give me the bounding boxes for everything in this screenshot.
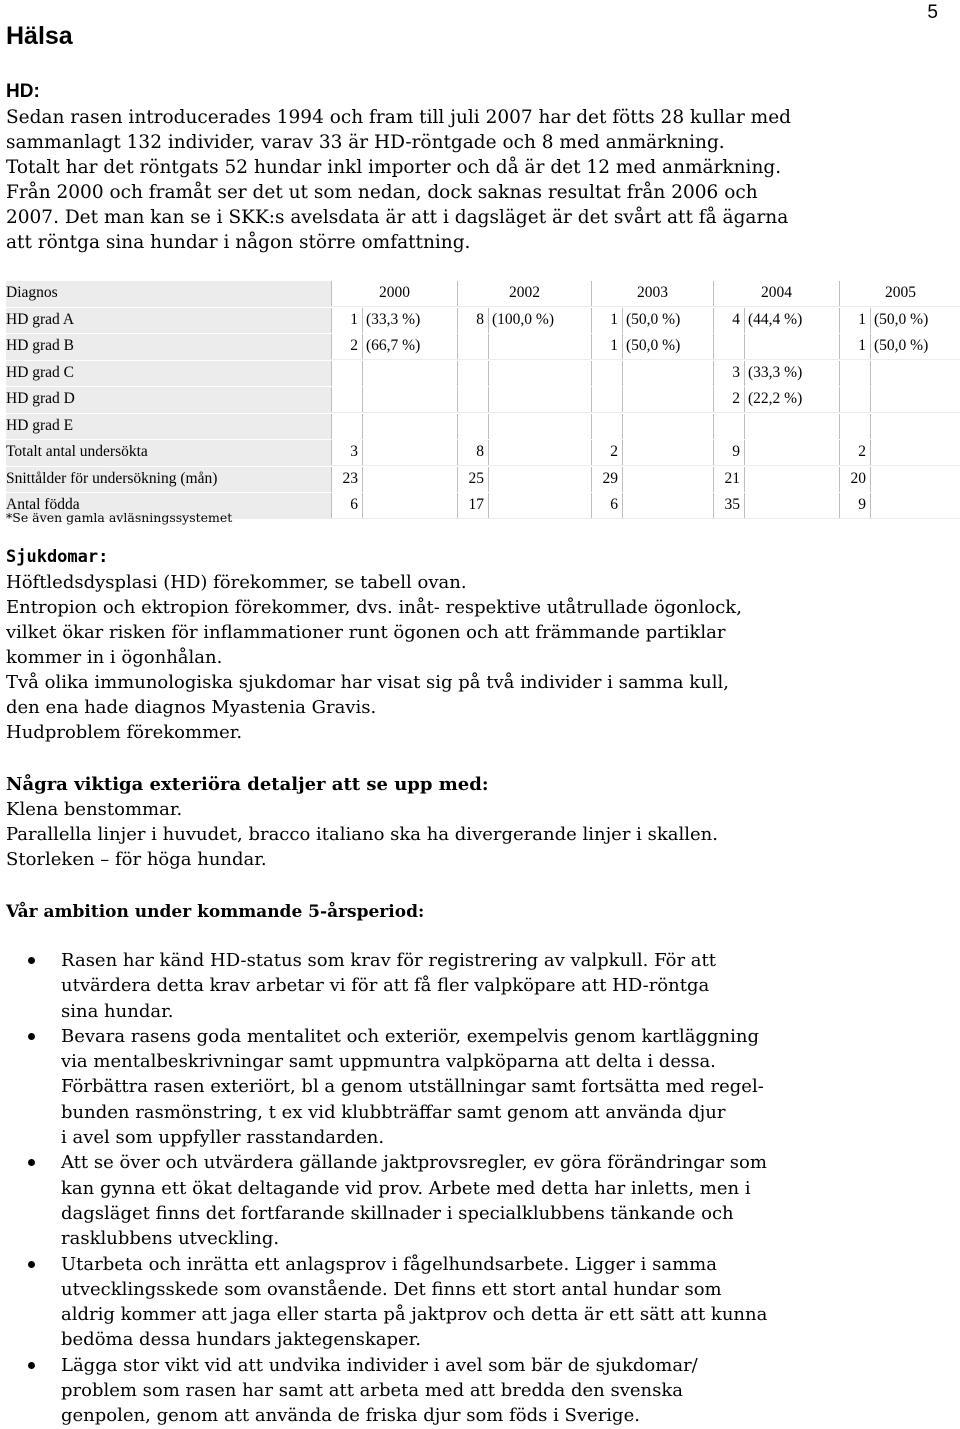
count-cell xyxy=(331,467,362,492)
count-cell xyxy=(457,334,488,359)
ambition-line: Lägga stor vikt vid att undvika individer i avel som bär de sjukdomar/ xyxy=(61,1354,698,1376)
row-label: HD grad B xyxy=(6,337,75,354)
percent-cell xyxy=(622,467,713,492)
row-label: Snittålder för undersökning (mån) xyxy=(6,469,218,487)
table-row xyxy=(6,440,960,467)
count-cell xyxy=(839,334,870,359)
count-cell xyxy=(713,334,744,359)
disease-line: den ena hade diagnos Myastenia Gravis. xyxy=(6,697,377,718)
count-cell xyxy=(457,308,488,333)
count-cell xyxy=(331,308,362,333)
percent-cell xyxy=(744,361,839,386)
count-cell xyxy=(713,414,744,439)
ambition-line: Att se över och utvärdera gällande jaktprovsregler, ev göra förändringar som xyxy=(61,1152,767,1174)
diseases-heading: Sjukdomar: xyxy=(6,547,109,567)
count-cell xyxy=(713,308,744,333)
percent-cell xyxy=(362,440,457,465)
row-label: Antal födda xyxy=(6,496,80,513)
count-cell xyxy=(713,467,744,492)
row-label: HD grad A xyxy=(6,310,75,328)
count-cell-text: 3 xyxy=(350,443,358,460)
percent-cell xyxy=(362,493,457,518)
row-label: HD grad E xyxy=(6,416,74,434)
diseases-paragraph xyxy=(6,570,946,745)
percent-cell-text: (100,0 %) xyxy=(492,310,554,328)
disease-line: kommer in i ögonhålan. xyxy=(6,647,223,668)
percent-cell xyxy=(744,387,839,412)
percent-cell xyxy=(362,414,457,439)
count-cell-text: 1 xyxy=(610,310,618,328)
page-title: Hälsa xyxy=(6,22,73,50)
table-row xyxy=(6,414,960,441)
table-row xyxy=(6,361,960,388)
disease-line: Höftledsdysplasi (HD) förekommer, se tabell ovan. xyxy=(6,572,467,593)
count-cell-text: 9 xyxy=(858,496,866,513)
hd-line: Från 2000 och framåt ser det ut som nedan, dock saknas resultat från 2006 och xyxy=(6,182,758,203)
ambition-line: sina hundar. xyxy=(61,1000,174,1022)
percent-cell xyxy=(622,414,713,439)
hd-line: att röntga sina hundar i någon större omfattning. xyxy=(6,232,471,253)
ambition-line: utvärdera detta krav arbetar vi för att få fler valpköpare att HD-röntga xyxy=(61,975,710,997)
count-cell xyxy=(331,334,362,359)
percent-cell xyxy=(744,308,839,333)
percent-cell xyxy=(622,440,713,465)
row-label: HD grad D xyxy=(6,390,75,407)
year-header-text: 2004 xyxy=(761,284,792,301)
count-cell xyxy=(331,387,362,412)
percent-cell xyxy=(362,467,457,492)
exterior-paragraph xyxy=(6,797,946,872)
percent-cell xyxy=(622,334,713,359)
diseases-section xyxy=(6,545,946,745)
count-cell-text: 6 xyxy=(350,496,358,513)
count-cell xyxy=(839,440,870,465)
percent-cell xyxy=(488,387,591,412)
count-cell-text: 35 xyxy=(724,496,740,513)
percent-cell-text: (50,0 %) xyxy=(874,337,929,354)
year-header-text: 2003 xyxy=(637,284,668,301)
ambition-list xyxy=(6,948,946,1429)
count-cell xyxy=(713,387,744,412)
exterior-section xyxy=(6,772,946,872)
count-cell-text: 1 xyxy=(610,337,618,354)
count-cell xyxy=(331,493,362,518)
percent-cell xyxy=(488,361,591,386)
count-cell-text: 21 xyxy=(724,469,740,487)
table-header-row xyxy=(6,281,960,308)
exterior-line: Storleken – för höga hundar. xyxy=(6,849,267,870)
page-number: 5 xyxy=(927,2,938,23)
ambition-section xyxy=(6,900,946,1429)
percent-cell xyxy=(870,361,960,386)
percent-cell-text: (50,0 %) xyxy=(626,337,681,354)
count-cell-text: 17 xyxy=(468,496,484,513)
count-cell xyxy=(457,414,488,439)
percent-cell xyxy=(362,361,457,386)
count-cell xyxy=(839,308,870,333)
percent-cell xyxy=(622,493,713,518)
percent-cell xyxy=(744,467,839,492)
count-cell xyxy=(331,361,362,386)
percent-cell xyxy=(362,308,457,333)
percent-cell-text: (66,7 %) xyxy=(366,337,421,354)
count-cell xyxy=(839,414,870,439)
exterior-line: Parallella linjer i huvudet, bracco italiano ska ha divergerande linjer i skallen. xyxy=(6,824,718,845)
count-cell xyxy=(591,493,622,518)
count-cell-text: 1 xyxy=(350,310,358,328)
exterior-heading: Några viktiga exteriöra detaljer att se upp med: xyxy=(6,774,489,795)
disease-line: vilket ökar risken för inflammationer runt ögonen och att främmande partiklar xyxy=(6,622,726,643)
percent-cell-text: (33,3 %) xyxy=(366,310,421,328)
disease-line: Entropion och ektropion förekommer, dvs. inåt- respektive utåtrullade ögonlock, xyxy=(6,597,742,618)
ambition-item xyxy=(6,1353,946,1429)
count-cell xyxy=(457,440,488,465)
percent-cell xyxy=(870,387,960,412)
count-cell xyxy=(713,440,744,465)
count-cell-text: 25 xyxy=(468,469,484,487)
percent-cell-text: (44,4 %) xyxy=(748,310,803,328)
ambition-line: dagsläget finns det fortfarande skillnader i specialklubbens tänkande och xyxy=(61,1202,734,1224)
percent-cell xyxy=(870,308,960,333)
ambition-line: utvecklingsskede som ovanstående. Det finns ett stort antal hundar som xyxy=(61,1278,722,1300)
percent-cell xyxy=(362,387,457,412)
disease-line: Två olika immunologiska sjukdomar har visat sig på två individer i samma kull, xyxy=(6,672,729,693)
ambition-line: bunden rasmönstring, t ex vid klubbträffar samt genom att använda djur xyxy=(61,1101,726,1123)
hd-heading: HD: xyxy=(6,81,40,102)
hd-paragraph xyxy=(6,105,946,255)
ambition-line: Rasen har känd HD-status som krav för registrering av valpkull. För att xyxy=(61,950,716,971)
count-cell xyxy=(839,493,870,518)
count-cell-text: 9 xyxy=(732,443,740,460)
percent-cell xyxy=(622,308,713,333)
hd-section xyxy=(6,80,946,255)
count-cell xyxy=(591,361,622,386)
count-cell xyxy=(839,467,870,492)
hd-line: Totalt har det röntgats 52 hundar inkl importer och då är det 12 med anmärkning. xyxy=(6,157,782,178)
count-cell xyxy=(591,414,622,439)
ambition-item xyxy=(6,1024,946,1150)
ambition-item xyxy=(6,1252,946,1353)
year-header xyxy=(331,281,457,306)
count-cell-text: 8 xyxy=(476,443,484,460)
year-header-text: 2000 xyxy=(379,284,410,301)
percent-cell xyxy=(488,440,591,465)
ambition-line: kan gynna ett ökat deltagande vid prov. Arbete med detta har inletts, men i xyxy=(61,1177,751,1199)
percent-cell-text: (33,3 %) xyxy=(748,363,803,381)
count-cell-text: 29 xyxy=(602,469,618,487)
count-cell-text: 1 xyxy=(858,337,866,354)
table-row xyxy=(6,334,960,361)
count-cell-text: 2 xyxy=(610,443,618,460)
ambition-item xyxy=(6,1150,946,1251)
ambition-line: i avel som uppfyller rasstandarden. xyxy=(61,1127,385,1149)
count-cell xyxy=(591,467,622,492)
percent-cell xyxy=(488,493,591,518)
count-cell-text: 1 xyxy=(858,310,866,328)
percent-cell xyxy=(622,387,713,412)
hd-line: sammanlagt 132 individer, varav 33 är HD-röntgade och 8 med anmärkning. xyxy=(6,132,725,153)
percent-cell xyxy=(488,334,591,359)
ambition-line: problem som rasen har samt att arbeta med att bredda den svenska xyxy=(61,1380,684,1402)
ambition-line: rasklubbens utveckling. xyxy=(61,1228,280,1250)
ambition-line: Utarbeta och inrätta ett anlagsprov i fågelhundsarbete. Ligger i samma xyxy=(61,1253,717,1275)
count-cell xyxy=(331,414,362,439)
count-cell-text: 2 xyxy=(350,337,358,354)
count-cell-text: 8 xyxy=(476,310,484,328)
count-cell xyxy=(713,493,744,518)
count-cell xyxy=(591,440,622,465)
percent-cell xyxy=(744,414,839,439)
percent-cell-text: (50,0 %) xyxy=(626,310,681,328)
percent-cell xyxy=(744,334,839,359)
percent-cell-text: (50,0 %) xyxy=(874,310,929,328)
ambition-line: Bevara rasens goda mentalitet och exteriör, exempelvis genom kartläggning xyxy=(61,1025,759,1047)
percent-cell xyxy=(488,467,591,492)
count-cell-text: 20 xyxy=(850,469,866,487)
count-cell xyxy=(713,361,744,386)
count-cell-text: 23 xyxy=(342,469,358,487)
hd-table xyxy=(6,281,960,520)
percent-cell xyxy=(488,308,591,333)
table-row xyxy=(6,387,960,414)
table-footnote: *Se även gamla avläsningssystemet xyxy=(6,510,233,525)
hd-line: 2007. Det man kan se i SKK:s avelsdata är att i dagsläget är det svårt att få ägarna xyxy=(6,207,789,228)
count-cell-text: 2 xyxy=(732,390,740,407)
percent-cell xyxy=(870,334,960,359)
count-cell-text: 4 xyxy=(732,310,740,328)
table-row xyxy=(6,308,960,335)
ambition-line: via mentalbeskrivningar samt uppmuntra valpköparna att delta i dessa. xyxy=(61,1051,716,1073)
table-header-label: Diagnos xyxy=(6,284,58,301)
year-header xyxy=(713,281,839,306)
percent-cell xyxy=(622,361,713,386)
ambition-line: aldrig kommer att jaga eller starta på jaktprov och detta är ett sätt att kunna xyxy=(61,1304,768,1326)
year-header xyxy=(591,281,713,306)
count-cell xyxy=(839,361,870,386)
ambition-line: bedöma dessa hundars jaktegenskaper. xyxy=(61,1329,422,1351)
count-cell xyxy=(591,387,622,412)
percent-cell-text: (22,2 %) xyxy=(748,390,803,407)
ambition-line: Förbättra rasen exteriört, bl a genom utställningar samt fortsätta med regel- xyxy=(61,1076,764,1098)
count-cell xyxy=(457,387,488,412)
row-label: Totalt antal undersökta xyxy=(6,443,148,460)
year-header-text: 2005 xyxy=(885,284,916,301)
percent-cell xyxy=(870,440,960,465)
count-cell xyxy=(839,387,870,412)
percent-cell xyxy=(488,414,591,439)
percent-cell xyxy=(870,467,960,492)
year-header xyxy=(457,281,591,306)
count-cell-text: 6 xyxy=(610,496,618,513)
disease-line: Hudproblem förekommer. xyxy=(6,722,243,743)
percent-cell xyxy=(870,493,960,518)
ambition-item xyxy=(6,948,946,1024)
count-cell xyxy=(457,493,488,518)
ambition-line: genpolen, genom att använda de friska djur som föds i Sverige. xyxy=(61,1405,640,1427)
row-label: HD grad C xyxy=(6,363,75,381)
year-header-text: 2002 xyxy=(509,284,540,301)
table-row xyxy=(6,467,960,494)
count-cell xyxy=(457,361,488,386)
percent-cell xyxy=(362,334,457,359)
exterior-line: Klena benstommar. xyxy=(6,799,183,820)
ambition-heading: Vår ambition under kommande 5-årsperiod: xyxy=(6,902,425,922)
count-cell-text: 3 xyxy=(732,363,740,381)
count-cell xyxy=(591,334,622,359)
count-cell xyxy=(591,308,622,333)
percent-cell xyxy=(870,414,960,439)
year-header xyxy=(839,281,960,306)
count-cell xyxy=(457,467,488,492)
percent-cell xyxy=(744,440,839,465)
percent-cell xyxy=(744,493,839,518)
count-cell xyxy=(331,440,362,465)
hd-line: Sedan rasen introducerades 1994 och fram till juli 2007 har det fötts 28 kullar med xyxy=(6,107,792,128)
count-cell-text: 2 xyxy=(858,443,866,460)
